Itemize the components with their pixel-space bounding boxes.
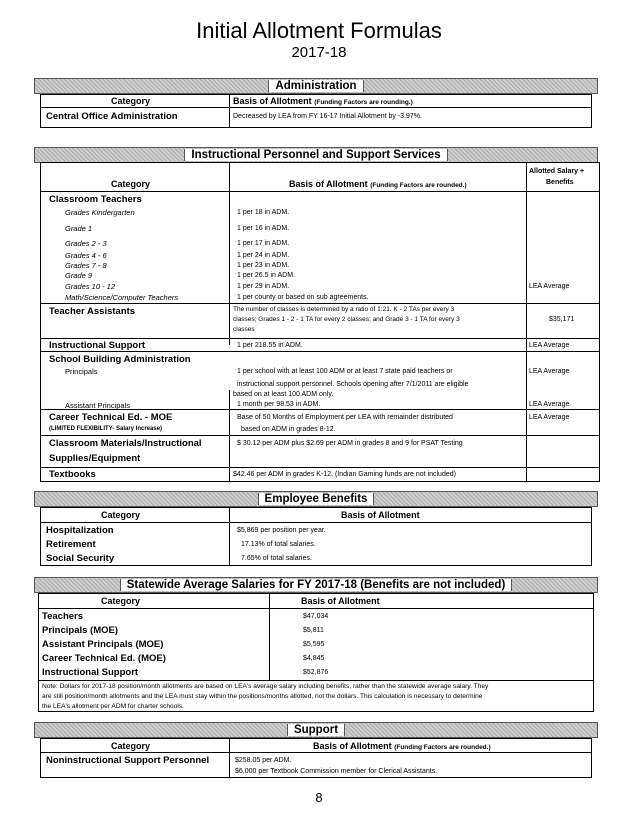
ta-basis-line-1: The number of classes is determined by a ratio of 1:21. K - 2 TAs per every 3 xyxy=(233,306,455,313)
instructional-col-basis: Basis of Allotment (Funding Factors are rounded.) xyxy=(289,179,467,189)
supplies-label: Supplies/Equipment xyxy=(49,453,141,464)
principals-label: Principals xyxy=(65,367,98,376)
support-col-category: Category xyxy=(111,741,151,751)
benefits-col-basis: Basis of Allotment xyxy=(341,510,420,520)
career-tech-note: (LIMITED FLEXIBILITY- Salary Increase) xyxy=(49,426,163,432)
benefits-banner: Employee Benefits xyxy=(34,491,598,507)
salaries-note-line-1: Note: Dollars for 2017-18 position/month allotments are based on LEA's average salary including benefits, rather than the statewide average salary. They xyxy=(42,683,489,690)
administration-col-category: Category xyxy=(111,96,151,106)
asst-principals-basis: 1 month per 98.53 in ADM. xyxy=(237,401,321,408)
salary-value: $52,876 xyxy=(303,669,329,676)
career-tech-label: Career Technical Ed. - MOE xyxy=(49,412,173,423)
salaries-col-category: Category xyxy=(101,596,141,606)
salary-value: $47,034 xyxy=(303,613,329,620)
page-title: Initial Allotment Formulas xyxy=(196,18,442,43)
central-office-basis: Decreased by LEA from FY 16-17 Initial Allotment by -3.97%. xyxy=(233,113,422,120)
textbooks-label: Textbooks xyxy=(49,469,96,480)
central-office-label: Central Office Administration xyxy=(46,111,178,122)
grade-row-label: Grade 1 xyxy=(65,224,93,233)
salary-label: Assistant Principals (MOE) xyxy=(42,639,164,650)
ta-basis-line-2: classes; Grades 1 - 2 - 1 TA for every 2 classes; and Grade 3 - 1 TA for every 3 xyxy=(233,316,460,323)
grade-row-label: Math/Science/Computer Teachers xyxy=(65,293,179,302)
salaries-note-line-2: are still position/month allotments and the LEA must stay within the positions/months allotted, not the dollars. This calculation is necessary to determine xyxy=(42,693,483,700)
salaries-note-line-3: the LEA's allotment per ADM for charter schools. xyxy=(42,703,184,710)
instructional-support-label: Instructional Support xyxy=(49,340,146,351)
benefits-col-category: Category xyxy=(101,510,141,520)
principals-basis-line-1: 1 per school with at least 100 ADM or at least 7 state paid teachers or xyxy=(237,368,453,375)
classroom-teachers-label: Classroom Teachers xyxy=(49,194,142,205)
benefits-table xyxy=(40,507,592,566)
asst-principals-salary: LEA Average xyxy=(529,401,570,408)
benefit-basis: 17.13% of total salaries. xyxy=(241,541,316,548)
ct-basis-line-1: Base of 50 Months of Employment per LEA with remainder distributed xyxy=(237,414,453,421)
support-table xyxy=(40,738,592,778)
grade-row-basis: 1 per county or based on sub agreements. xyxy=(237,294,369,301)
instructional-table xyxy=(40,162,600,482)
noninstructional-support-label: Noninstructional Support Personnel xyxy=(46,755,210,766)
grade-row-basis: 1 per 18 in ADM. xyxy=(237,209,290,216)
salary-label: Instructional Support xyxy=(42,667,139,678)
asst-principals-label: Assistant Principals xyxy=(65,401,131,410)
salaries-table xyxy=(38,593,594,712)
school-admin-label: School Building Administration xyxy=(49,354,191,365)
is-basis: 1 per 218.55 in ADM. xyxy=(237,342,303,349)
grade-row-label: Grades 7 - 8 xyxy=(65,261,107,270)
support-basis-line-2: $6,000 per Textbook Commission member for Clerical Assistants. xyxy=(235,768,438,775)
cm-basis: $ 30.12 per ADM plus $2.69 per ADM in grades 8 and 9 for PSAT Testing xyxy=(237,440,463,447)
grade-row-basis: 1 per 16 in ADM. xyxy=(237,225,290,232)
teacher-assistants-label: Teacher Assistants xyxy=(49,306,136,317)
salary-label: Teachers xyxy=(42,611,84,622)
grade-row-label: Grades 10 - 12 xyxy=(65,282,116,291)
principals-basis-line-2: instructional support personnel. Schools opening after 7/1/2011 are eligible xyxy=(237,381,469,388)
salary-label: Career Technical Ed. (MOE) xyxy=(42,653,166,664)
benefit-basis: $5,869 per position per year. xyxy=(237,527,326,534)
benefit-label: Hospitalization xyxy=(46,525,114,536)
ct-salary: LEA Average xyxy=(529,414,570,421)
support-banner: Support xyxy=(34,722,598,738)
grade-row-basis: 1 per 23 in ADM. xyxy=(237,262,290,269)
salaries-col-basis: Basis of Allotment xyxy=(301,596,380,606)
page-number: 8 xyxy=(315,790,323,805)
salary-value: $4,845 xyxy=(303,655,325,662)
instructional-col-salary: Allotted Salary + xyxy=(529,168,585,175)
benefit-basis: 7.65% of total salaries. xyxy=(241,555,312,562)
classroom-materials-label: Classroom Materials/Instructional xyxy=(49,438,202,449)
benefit-label: Social Security xyxy=(46,553,115,564)
grade-row-basis: 1 per 24 in ADM. xyxy=(237,252,290,259)
ct-basis-line-2: based on ADM in grades 8-12. xyxy=(241,426,336,433)
page-subtitle-year: 2017-18 xyxy=(291,44,347,61)
support-col-basis: Basis of Allotment (Funding Factors are rounded.) xyxy=(313,741,491,751)
principals-basis-line-3: based on at least 100 ADM only. xyxy=(233,391,334,398)
ta-basis-line-3: classes xyxy=(233,326,255,333)
ta-salary: $35,171 xyxy=(549,316,575,323)
benefit-label: Retirement xyxy=(46,539,96,550)
salary-value: $5,811 xyxy=(303,627,324,634)
salary-label: Principals (MOE) xyxy=(42,625,119,636)
administration-banner: Administration xyxy=(34,78,598,94)
instructional-col-category: Category xyxy=(111,179,151,189)
grade-row-label: Grades Kindergarten xyxy=(65,208,135,217)
grade-row-label: Grades 2 - 3 xyxy=(65,239,107,248)
grade-row-basis: 1 per 26.5 in ADM. xyxy=(237,272,295,279)
classroom-salary: LEA Average xyxy=(529,283,570,290)
instructional-col-salary-2: Benefits xyxy=(546,179,574,186)
grade-row-basis: 1 per 17 in ADM. xyxy=(237,240,290,247)
salaries-banner: Statewide Average Salaries for FY 2017-18 (Benefits are not included) xyxy=(34,577,598,593)
grade-row-label: Grades 4 - 6 xyxy=(65,251,107,260)
support-basis-line-1: $258.05 per ADM. xyxy=(235,757,292,764)
is-salary: LEA Average xyxy=(529,342,570,349)
principals-salary: LEA Average xyxy=(529,368,570,375)
salary-value: $5,595 xyxy=(303,641,325,648)
administration-table xyxy=(40,94,592,128)
grade-row-basis: 1 per 29 in ADM. xyxy=(237,283,290,290)
instructional-banner: Instructional Personnel and Support Services xyxy=(34,147,598,163)
administration-col-basis: Basis of Allotment (Funding Factors are rounding.) xyxy=(233,96,413,106)
grade-row-label: Grade 9 xyxy=(65,271,93,280)
textbooks-basis: $42.46 per ADM in grades K-12. (Indian Gaming funds are not included) xyxy=(233,471,456,478)
